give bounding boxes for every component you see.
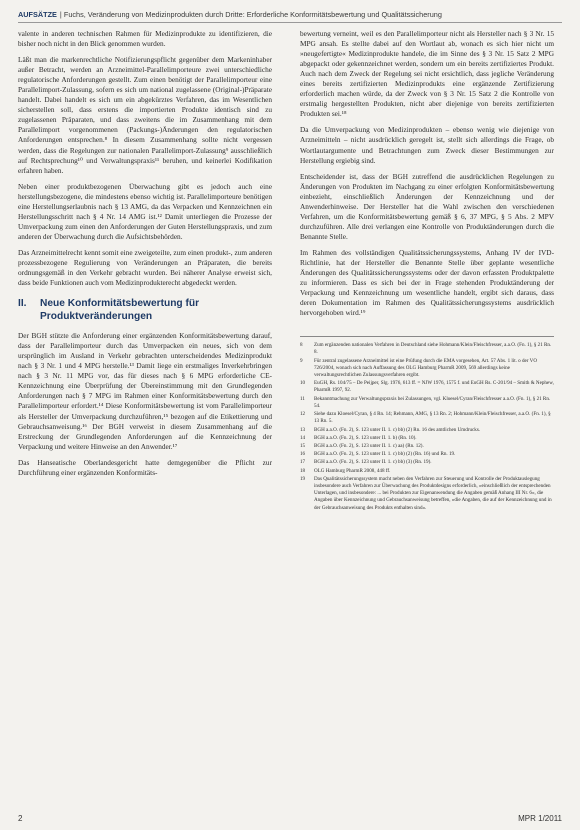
section-title: Neue Konformitätsbewertung für Produktveränderungen: [40, 298, 200, 322]
body-paragraph: Das Hanseatische Oberlandesgericht hatte demgegenüber die Pflicht zur Durchführung einer ergänzenden Konformitäts-: [18, 457, 272, 477]
footnote-text: BGH a.a.O. (Fn. 2), S. 123 unter II. 1. c) bb) (2) (Rn. 16) und Rn. 19.: [314, 451, 456, 458]
footnote-text: BGH a.a.O. (Fn. 2), S. 123 unter II. 1. c) aa) (Rn. 12).: [314, 442, 424, 449]
footnote: [300, 427, 554, 434]
body-paragraph: Da die Umverpackung von Medizinprodukten – ebenso wenig wie diejenige von Arzneimitteln – nicht ausdrücklich geregelt ist, stellt sich allerdings die Frage, ob Wortlautargumente und Betrachtungen zum Zweck dieser Bestimmungen zur Herstellung ergiebig sind.: [300, 125, 554, 165]
footnote: [300, 435, 554, 442]
body-paragraph: valente in anderen technischen Rahmen für Medizinprodukte zu identifizieren, die bisher noch nicht in den Blick genommen wurden.: [18, 29, 272, 49]
section-heading: [18, 298, 272, 323]
footnote-text: BGH a.a.O. (Fn. 2), S. 123 unter II. 1. c) bb) (2) Rn. 16 des amtlichen Umdrucks.: [314, 426, 481, 433]
header-separator: |: [59, 10, 64, 19]
footnote: [300, 342, 554, 356]
body-paragraph: Im Rahmen des vollständigen Qualitätssicherungssystems, Anhang IV der IVD-Richtlinie, hat der Hersteller die Benannte Stelle über geplante wesentliche Änderungen des Qualitätssicherungssystems oder der davon erfassten Produktpalette zu informieren. Dass es sich bei der in Frage stehenden Produktänderung der Verpackung und Kennzeichnung um wesentliche handelt, ergibt sich daraus, dass deren Dokumentation im Rahmen des Qualitätssicherungssystems ausdrücklich hervorgehoben wird.¹⁹: [300, 247, 554, 318]
left-column: [18, 29, 272, 484]
footnote: [300, 468, 554, 475]
body-paragraph: Läßt man die markenrechtliche Notifizierungspflicht gegenüber dem Markeninhaber außer Betracht, werden an Arzneimittel-Parallelimporteure zwei unterschiedliche regulatorische Anforderungen gestellt. Zum einen benötigt der Parallelimporteur eine Parallelimport-Zulassung, sofern es sich um national zugelassene (Original-)Präparate handelt. Dabei handelt es sich um ein abgekürztes Verfahren, das im Wesentlichen sicherstellen soll, dass erstens die importierten Produkte identisch sind zu zugelassenen Präparaten, und dass zweitens die im Zusammenhang mit dem Parallelimport vorgenommenen (Packungs-)Änderungen den regulatorischen Anforderungen entsprechen.⁸ In diesem Zusammenhang sollte nicht vergessen werden, dass die Regelungen zur nationalen Parallelimport-Zulassung⁹ ausschließlich auf Rechtsprechung¹⁰ und Verwaltungspraxis¹¹ beruhen, und keinerlei Kodifikation erfahren haben.: [18, 55, 272, 175]
footnote-number: 10: [300, 380, 306, 387]
footnote-text: BGH a.a.O. (Fn. 2), S. 123 unter II. 1. b) (Rn. 10).: [314, 434, 417, 441]
footnote-text: EuGH, Rs. 104/75 – De Peijper, Slg. 1976, 613 ff. = NJW 1976, 1575 f. und EuGH Rs. C-201/94 – Smith & Nephew, PharmR 1997, 92.: [314, 380, 554, 394]
body-paragraph: Neben einer produktbezogenen Überwachung gibt es jedoch auch eine herstellungsbezogene, die mindestens ebenso wichtig ist. Parallelimporteure benötigen eine Herstellungserlaubnis nach § 13 AMG, da das Verpacken und Kennzeichnen ein Herstellungsschritt nach § 4 Nr. 14 AMG ist.¹² Damit unterliegen die Prozesse der Umverpackung zum einen den Anforderungen der Guten Herstellungspraxis, und zum anderen der Überwachung durch die Aufsichtsbehörden.: [18, 181, 272, 241]
footnote: [300, 380, 554, 394]
footnotes: [300, 336, 554, 511]
footnote-number: 15: [300, 442, 306, 449]
body-paragraph: Das Arzneimittelrecht kennt somit eine zweigeteilte, zum einen produkt-, zum anderen prozessbezogene Regulierung von Veränderungen an Präparaten, die bereits ordnungsgemäß in den Verkehr gebracht wurden. Bei näherer Analyse erweist sich, dass beide Funktionen auch vom Medizinprodukterecht abgedeckt werden.: [18, 247, 272, 288]
body-paragraph: bewertung verneint, weil es den Parallelimporteur nicht als Hersteller nach § 3 Nr. 15 MPG ansah. Es stellte dabei auf den Wortlaut ab, wonach es sich hier nicht um »neugefertigte« Medizinprodukte handele, die im Sinne des § 3 Nr. 15 Satz 2 MPG abgepackt oder gekennzeichnet werden, sondern um ein bereits zertifiziertes Produkt. Auch nach dem Zweck der Regelung sei nicht ersichtlich, dass jegliche Veränderung eines bereits zertifizierten Medizinprodukts eine ergänzende Zertifizierung erforderlich machen würde, da der Zweck von § 3 Nr. 15 Satz 2 die Kontrolle von erstmalig hergestellten Produkten, nicht aber diejenige von bereits zertifizierten Produkten sei.¹⁸: [300, 29, 554, 119]
footnote-text: Das Qualitätssicherungssystem macht neben den Verfahren zur Steuerung und Kontrolle der Produktauslegung insbesondere auch Verfahren zur Überwachung des Produktdesigns erforderlich, »einschließlich der entsprechenden Unterlagen, und insbesondere: ... bei Produkten zur Eigenanwendung die Angaben gemäß Anhang III Nr. 6«, die Angaben über Kennzeichnung und Gebrauchsanweisung betreffen, »die Angaben, die auf der Kennzeichnung und in der Gebrauchsanweisung des Produkts enthalten sind«.: [314, 475, 552, 511]
footnote: [300, 358, 554, 380]
footnote-text: Für zentral zugelassene Arzneimittel ist eine Prüfung durch die EMA vorgesehen, Art. 57 Abs. 1 lit. o der VO 726/2004, wonach sich nach Auffassung des OLG Hamburg PharmR 2009, 569 allerdings keine verwaltungsrechtlichen Zulassungsverfahren ergibt.: [314, 357, 538, 379]
running-header: [18, 10, 562, 23]
page-number: 2: [18, 814, 23, 823]
footnote-number: 9: [300, 357, 303, 364]
footnote-number: 13: [300, 426, 306, 433]
footnote: [300, 411, 554, 425]
footnote: [300, 396, 554, 410]
footnote-text: Bekanntmachung zur Verwaltungspraxis bei Zulassungen, vgl. Kloesel/Cyran/Fleischfresser a.a.O. (Fn. 1), § 21 Rn. 54.: [314, 395, 551, 409]
footnote-number: 16: [300, 451, 306, 458]
footnote: [300, 459, 554, 466]
footnote-number: 12: [300, 411, 306, 418]
right-column: [300, 29, 554, 513]
footnote-number: 14: [300, 434, 306, 441]
footnote-number: 17: [300, 459, 306, 466]
footnote-text: Zum ergänzenden nationalen Verfahren in Deutschland siehe Hohmann/Klein/Fleischfresser, a.a.O. (Fn. 1), § 21 Rn. 8.: [314, 342, 552, 356]
body-paragraph: Der BGH stützte die Anforderung einer ergänzenden Konformitätsbewertung darauf, dass der Parallelimporteur durch das Umverpacken ein neues, sich von dem ursprünglich im Ausland in Verkehr gebrachten unterscheidendes Medizinprodukt nach § 3 Nr. 1 und 4 MPG herstelle.¹³ Damit liege ein erstmaliges Inverkehrbringen nach § 3 Nr. 11 MPG vor, das für dieses nach § 6 MPG erforderliche CE-Kennzeichnung eine Überprüfung der Übereinstimmung mit den Grundlegenden Anforderungen nach § 7 MPG im Rahmen einer Konformitätsbewertung durch den Parallelimporteur erfordert.¹⁴ Diese Konformitätsbewertung ist vom Parallelimporteur als Hersteller der Umverpackung durchzuführen,¹⁵ bezogen auf die Etikettierung und Gebrauchsanweisung.¹⁶ Der BGH verweist in diesem Zusammenhang auf die Erstreckung der Grundlegenden Anforderungen auf die Kennzeichnung der Verpackung und weitere Hinweise an den Anwender.¹⁷: [18, 331, 272, 451]
header-title: Fuchs, Veränderung von Medizinprodukten durch Dritte: Erforderliche Konformitätsbewertung und Qualitätssicherung: [63, 10, 442, 19]
footnote-text: OLG Hamburg PharmR 2008, 448 ff.: [314, 467, 391, 474]
footnote-number: 8: [300, 342, 303, 349]
journal-issue: MPR 1/2011: [518, 814, 562, 823]
header-rubric: AUFSÄTZE: [18, 10, 57, 19]
footnote-text: BGH a.a.O. (Fn. 2), S. 123 unter II. 1. c) bb) (3) (Rn. 19).: [314, 459, 432, 466]
footnote-number: 11: [300, 395, 305, 402]
footnote: [300, 451, 554, 458]
footnote: [300, 443, 554, 450]
footnote-number: 19: [300, 475, 306, 482]
section-number: II.: [18, 298, 27, 310]
footnote-number: 18: [300, 467, 306, 474]
footnote-text: Siehe dazu Kloesel/Cyran, § 4 Rn. 14; Rehmann, AMG, § 13 Rn. 2; Hohmann/Klein/Fleischfresser, a.a.O. (Fn. 1), § 13 Rn. 5.: [314, 411, 551, 425]
footnote: [300, 476, 554, 512]
body-paragraph: Entscheidender ist, dass der BGH zutreffend die ausdrücklichen Regelungen zu Änderungen von Produkten im Nachgang zu einer erfolgten Konformitätsbewertung einbezieht, einschließlich Änderungen der Kennzeichnung und der Anwenderhinweise. Der Hersteller hat die Wahl zwischen den verschiedenen Verfahren, um die Konformitätsbewertung gemäß § 6, 37 MPG, § 5 Abs. 2 MPV durchzuführen. Alle drei verlangen eine Kontrolle von Produktänderungen durch die Benannte Stelle.: [300, 171, 554, 241]
